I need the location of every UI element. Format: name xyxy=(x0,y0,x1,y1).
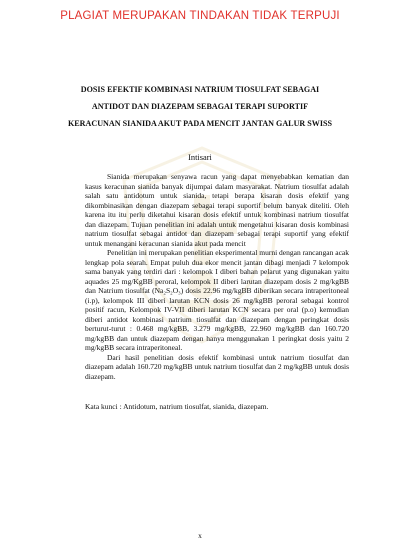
title-line: KERACUNAN SIANIDA AKUT PADA MENCIT JANTAN GALUR SWISS xyxy=(67,119,333,128)
abstract-paragraph: Dari hasil penelitian dosis efektif kombinasi untuk natrium tiosulfat dan diazepam adalah 160.720 mg/kgBB untuk natrium tiosulfat dan 2 mg/kgBB untuk dosis diazepam. xyxy=(85,352,349,381)
page-number: x xyxy=(198,531,202,540)
abstract-body xyxy=(85,172,349,381)
keywords: Kata kunci : Antidotum, natrium tiosulfat, sianida, diazepam. xyxy=(85,402,269,411)
abstract-paragraph: Penelitian ini merupakan penelitian eksperimental murni dengan rancangan acak lengkap pola searah. Empat puluh dua ekor mencit jantan dibagi menjadi 7 kelompok sama banyak yang terdiri dari : kelompok I diberi bahan pelarut yang digunakan yaitu aquades 25 mg/KgBB peroral, kelompok II diberi larutan diazepam dosis 2 mg/kgBB dan Natrium tiosulfat (Na₂S₂O₃) dosis 22.96 mg/kgBB diberikan secara intraperitoneal (i.p), kelompok III diberi larutan KCN dosis 26 mg/kgBB peroral sebagai kontrol positif racun, Kelompok IV-VII diberi larutan KCN secara per oral (p.o) kemudian diberi antidot kombinasi natrium tiosulfat dan diazepam dengan peringkat dosis berturut-turut : 0.468 mg/kgBB, 3.279 mg/kgBB, 22.960 mg/kgBB dan 160.720 mg/kgBB dan untuk diazepam dengan hanya menggunakan 1 peringkat dosis yaitu 2 mg/kgBB secara intraperitoneal. xyxy=(85,248,349,352)
abstract-paragraph: Sianida merupakan senyawa racun yang dapat menyebabkan kematian dan kasus keracunan sianida banyak dijumpai dalam masyarakat. Natrium tiosulfat adalah salah satu antidotum untuk sianida, tetapi berapa kisaran dosis efektif yang dikombinasikan dengan diazepam sebagai terapi suportif belum banyak diteliti. Oleh karena itu itu perlu diketahui kisaran dosis efektif untuk kombinasi natrium tiosulfat dan diazepam. Tujuan penelitian ini adalah untuk mengetahui kisaran dosis kombinasi natrium tiosulfat sebagai antidot dan diazepam sebagai terapi suportif yang efektif untuk menangani keracunan sianida akut pada mencit xyxy=(85,172,349,248)
title-line: DOSIS EFEKTIF KOMBINASI NATRIUM TIOSULFAT SEBAGAI xyxy=(80,85,320,94)
abstract-heading: Intisari xyxy=(188,153,212,162)
document-title xyxy=(30,81,370,132)
plagiarism-banner: PLAGIAT MERUPAKAN TINDAKAN TIDAK TERPUJI xyxy=(60,10,340,22)
title-line: ANTIDOT DAN DIAZEPAM SEBAGAI TERAPI SUPORTIF xyxy=(91,102,309,111)
